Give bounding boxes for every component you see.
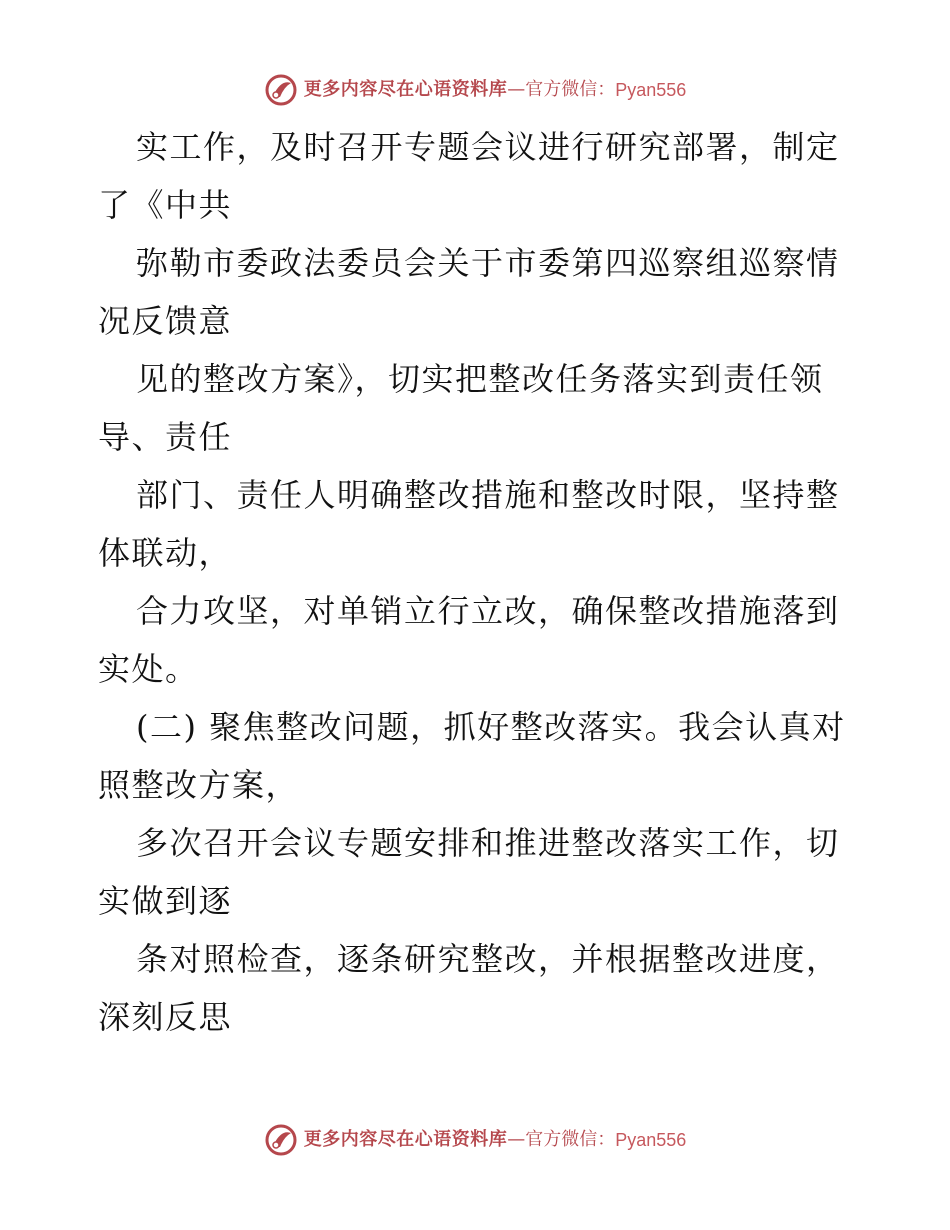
watermark-main-text: 更多内容尽在心语资料库 xyxy=(303,1129,508,1150)
text-line: 合力攻坚，对单销立行立改，确保整改措施落到 xyxy=(136,592,840,630)
watermark-handle: Pyan556 xyxy=(615,1130,687,1150)
text-line: 导、责任 xyxy=(98,418,233,456)
watermark-main-text: 更多内容尽在心语资料库 xyxy=(303,79,508,100)
text-line: 条对照检查，逐条研究整改，并根据整改进度， xyxy=(136,940,840,978)
document-body xyxy=(98,118,858,1046)
watermark-dash: — xyxy=(507,79,526,100)
text-line: 照整改方案， xyxy=(98,766,300,804)
text-line: 体联动， xyxy=(98,534,233,572)
text-line: 见的整改方案》，切实把整改任务落实到责任领 xyxy=(136,360,824,398)
text-line: 实处。 xyxy=(98,650,199,688)
watermark-sub-text: 官方微信： xyxy=(525,79,616,100)
text-line: 部门、责任人明确整改措施和整改时限，坚持整 xyxy=(136,476,840,514)
text-line: 了《中共 xyxy=(98,186,233,224)
logo-icon xyxy=(264,73,298,107)
watermark-handle: Pyan556 xyxy=(615,80,687,100)
text-line: 况反馈意 xyxy=(98,302,233,340)
watermark-footer xyxy=(0,1120,950,1160)
watermark-dash: — xyxy=(507,1129,526,1150)
text-line: 实工作，及时召开专题会议进行研究部署，制定 xyxy=(136,128,840,166)
text-line: 深刻反思 xyxy=(98,998,233,1036)
text-line: 弥勒市委政法委员会关于市委第四巡察组巡察情 xyxy=(136,244,840,282)
watermark-header xyxy=(0,70,950,110)
text-line: 多次召开会议专题安排和推进整改落实工作，切 xyxy=(136,824,840,862)
text-line: 实做到逐 xyxy=(98,882,233,920)
section-heading-line: (二) 聚焦整改问题，抓好整改落实。我会认真对 xyxy=(136,708,846,746)
logo-icon xyxy=(264,1123,298,1157)
watermark-sub-text: 官方微信： xyxy=(525,1129,616,1150)
